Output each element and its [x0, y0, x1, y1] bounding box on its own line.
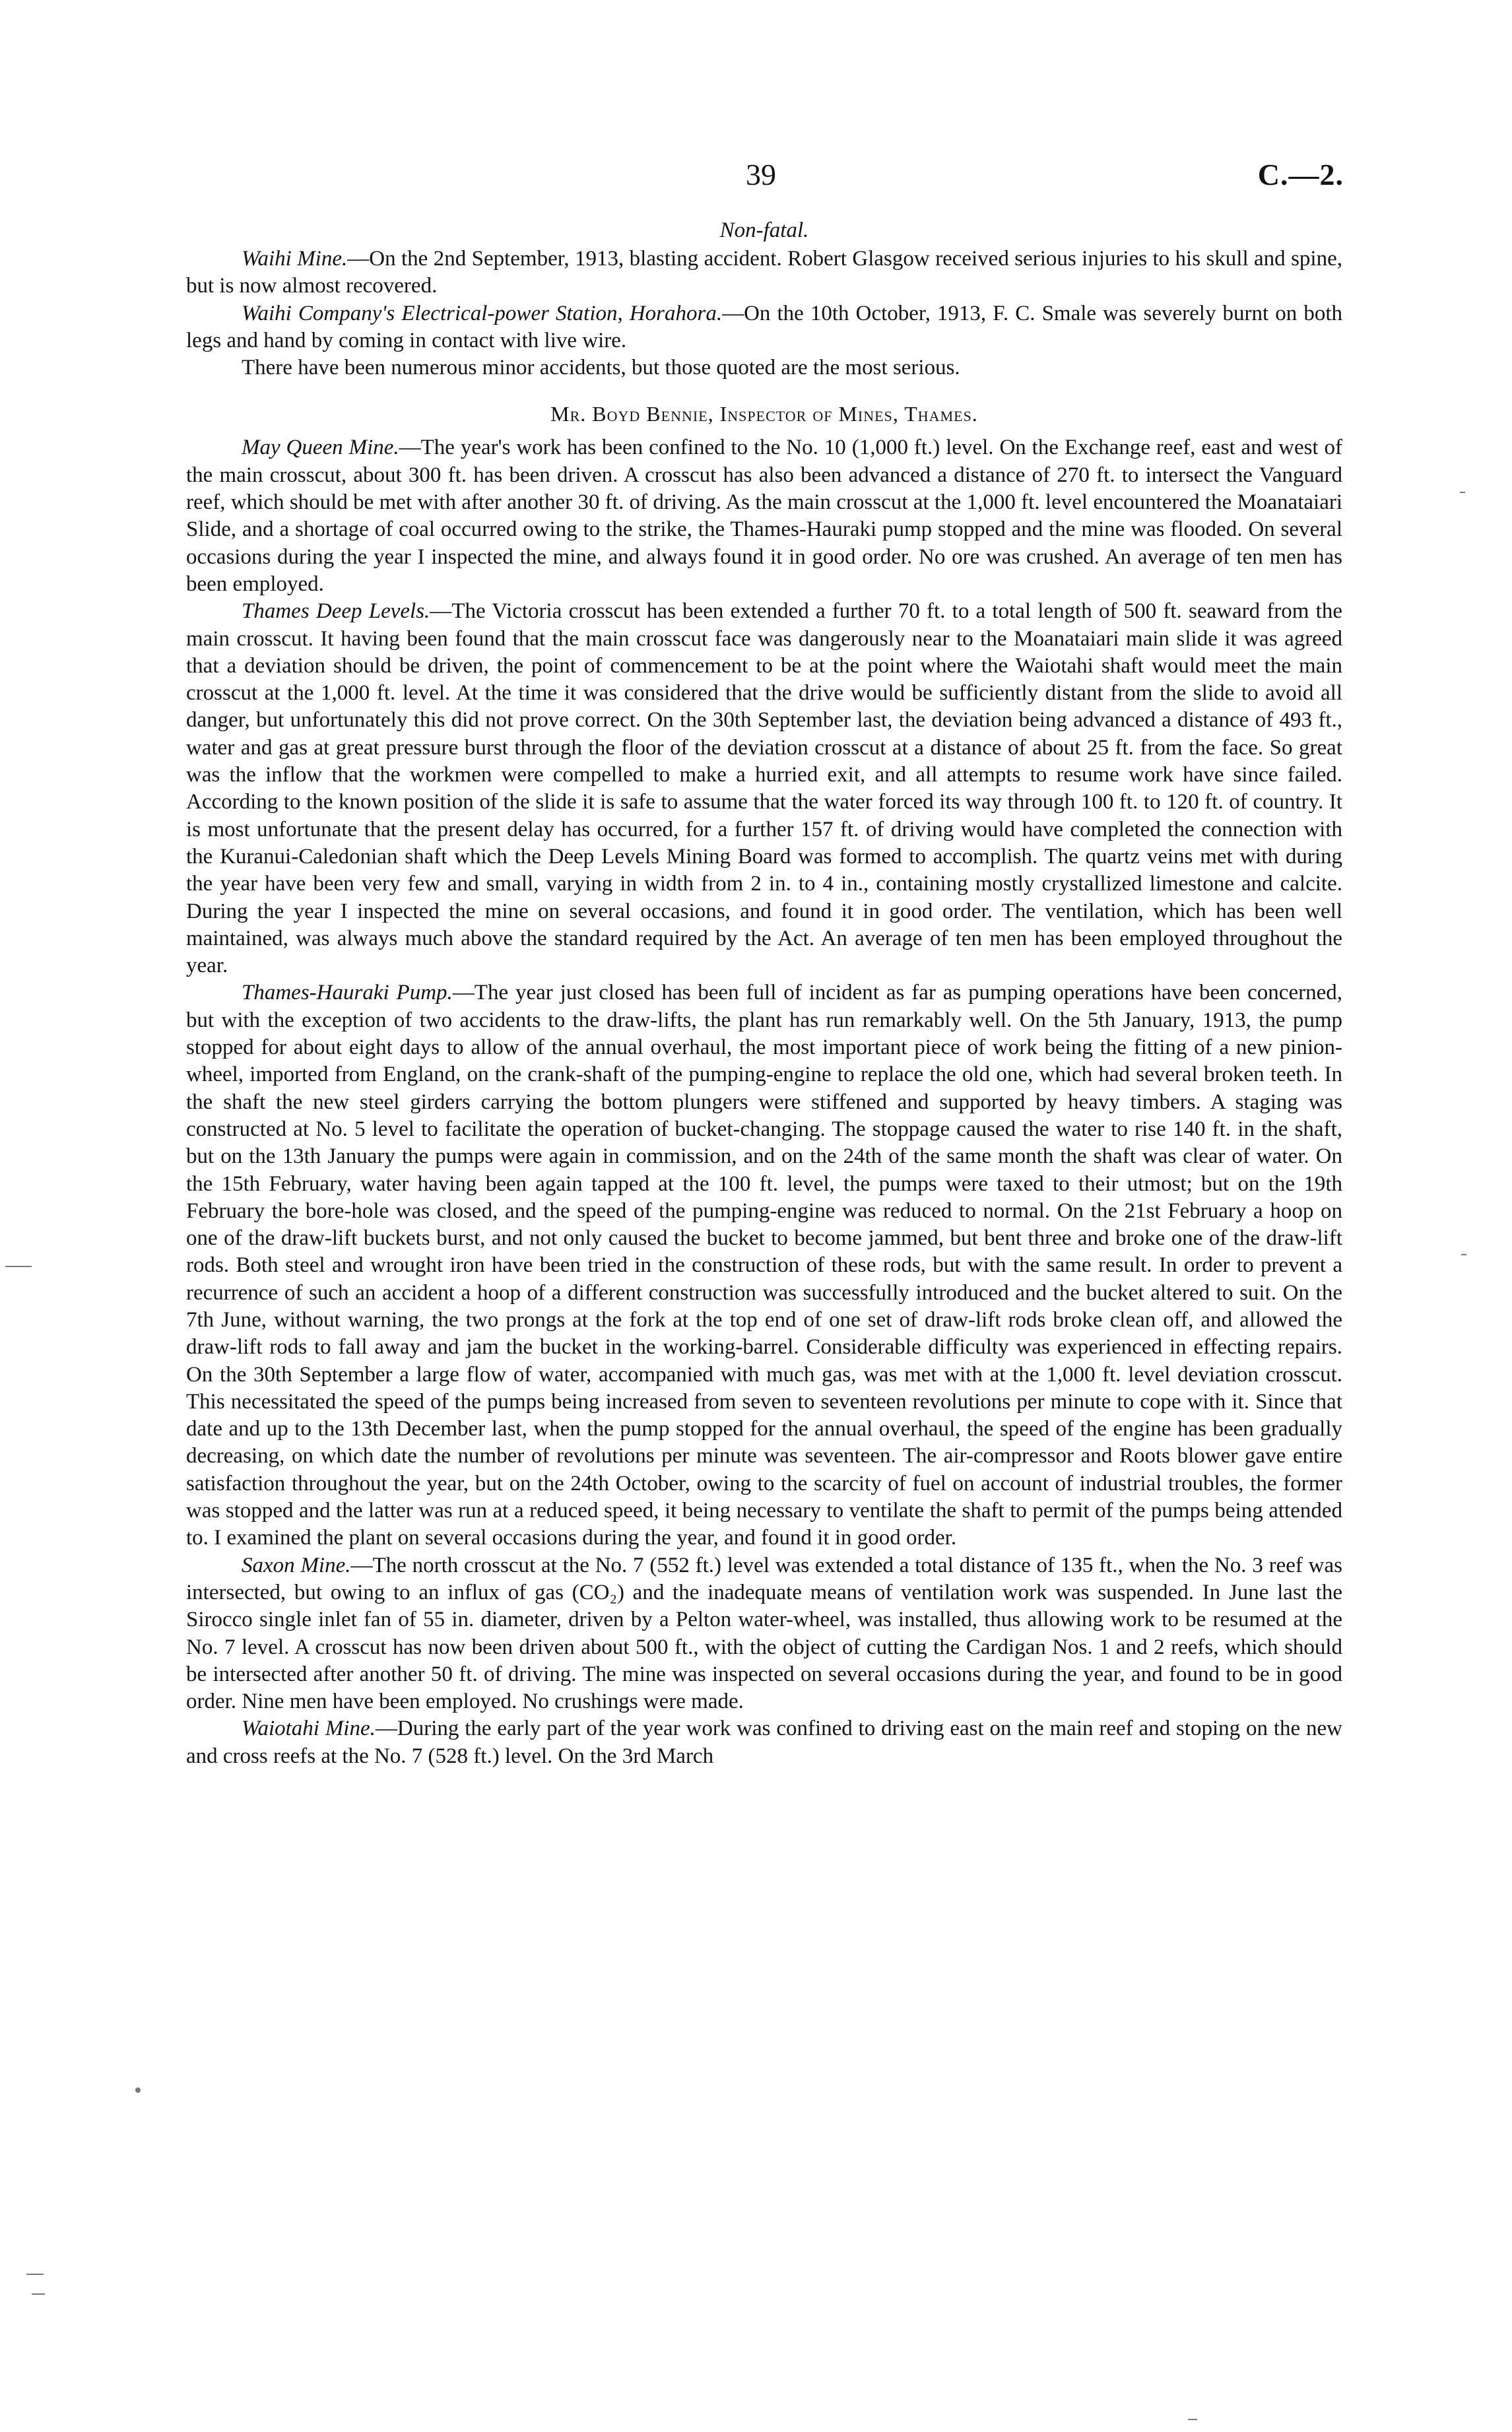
- paragraph-waiotahi-mine: [186, 1715, 1342, 1770]
- margin-scan-mark: [1188, 2419, 1197, 2420]
- paragraph-waihi-mine: [186, 246, 1342, 300]
- paragraph-text: There have been numerous minor accidents, but those quoted are the most serious.: [242, 356, 960, 380]
- paragraph-minor-accidents: [186, 354, 1342, 381]
- page-number: 39: [746, 158, 776, 191]
- paragraph-text: —The year's work has been confined to the No. 10 (1,000 ft.) level. On the Exchange reef, east and west of the main crosscut, about 300 ft. has been driven. A crosscut has also been advanced a distance of 270 ft. to intersect the Vanguard reef, which should be met with after another 30 ft. of driving. As the main crosscut at the 1,000 ft. level encountered the Moanataiari Slide, and a shortage of coal occurred owing to the strike, the Thames-Hauraki pump stopped and the mine was flooded. On several occasions during the year I inspected the mine, and always found it in good order. No ore was crushed. An average of ten men has been employed.: [186, 436, 1342, 596]
- inspector-heading: Mr. Boyd Bennie, Inspector of Mines, Thames.: [550, 402, 978, 426]
- margin-scan-mark: [5, 1266, 32, 1267]
- paragraph-text: —During the early part of the year work was confined to driving east on the main reef and stoping on the new and cross reefs at the No. 7 (528 ft.) level. On the 3rd March: [186, 1717, 1342, 1768]
- paragraph-thames-hauraki-pump: [186, 979, 1342, 1552]
- paragraph-text: —The Victoria crosscut has been extended a further 70 ft. to a total length of 500 ft. seaward from the main crosscut. It having been found that the main crosscut face was dangerously near to the Moanataiari main slide it was agreed that a deviation should be driven, the point of commencement to be at the point where the Waiotahi shaft would meet the main crosscut at the 1,000 ft. level. At the time it was considered that the drive would be sufficiently distant from the slide to avoid all danger, but unfortunately this did not prove correct. On the 30th September last, the deviation being advanced a distance of 493 ft., water and gas at great pressure burst through the floor of the deviation crosscut at a distance of about 25 ft. from the face. So great was the inflow that the workmen were compelled to make a hurried exit, and all attempts to resume work have since failed. According to the known position of the slide it is safe to assume that the water forced its way through 100 ft. to 120 ft. of country. It is most unfortunate that the present delay has occurred, for a further 157 ft. of driving would have completed the connection with the Kuranui-Caledonian shaft which the Deep Levels Mining Board was formed to accomplish. The quartz veins met with during the year have been very few and small, varying in width from 2 in. to 4 in., containing mostly crystallized limestone and calcite. During the year I inspected the mine on several occasions, and found it in good order. The ventilation, which has been well maintained, was always much above the standard required by the Act. An average of ten men has been employed throughout the year.: [186, 599, 1342, 978]
- paragraph-text: —The north crosscut at the No. 7 (552 ft.) level was extended a total distance of 135 ft., when the No. 3 reef was intersected, but owing to an influx of gas (CO₂) and the inadequate means of ventilation work was suspended. In June last the Sirocco single inlet fan of 55 in. diameter, driven by a Pelton water-wheel, was installed, thus allowing work to be resumed at the No. 7 level. A crosscut has now been driven about 500 ft., with the object of cutting the Cardigan Nos. 1 and 2 reefs, which should be intersected after another 50 ft. of driving. The mine was inspected on several occasions during the year, and found to be in good order. Nine men have been employed. No crushings were made.: [186, 1553, 1343, 1714]
- paragraph-saxon-mine: [186, 1552, 1342, 1716]
- body-text: [186, 218, 1342, 1770]
- paragraph-thames-deep-levels: [186, 598, 1342, 979]
- paragraph-lead: Thames-Hauraki Pump.: [242, 981, 453, 1005]
- margin-scan-mark: [1461, 1254, 1466, 1255]
- margin-scan-mark: [26, 2274, 44, 2275]
- paragraph-lead: May Queen Mine.: [242, 436, 399, 460]
- document-reference: C.—2.: [1257, 158, 1344, 191]
- margin-scan-mark: [32, 2293, 45, 2295]
- paragraph-lead: Saxon Mine.: [242, 1553, 351, 1577]
- paragraph-lead: Thames Deep Levels.: [242, 599, 430, 624]
- paragraph-may-queen-mine: [186, 434, 1342, 598]
- page-header: [0, 157, 1512, 197]
- margin-scan-mark: [1460, 492, 1465, 493]
- paragraph-horahora: [186, 300, 1342, 355]
- paragraph-text: —On the 10th October, 1913, F. C. Smale was severely burnt on both legs and hand by coming in contact with live wire.: [186, 301, 1342, 352]
- nonfatal-heading: Non-fatal.: [719, 218, 809, 242]
- paragraph-lead: Waihi Company's Electrical-power Station, Horahora.: [242, 301, 723, 325]
- paragraph-lead: Waihi Mine.: [242, 247, 348, 271]
- paragraph-text: —On the 2nd September, 1913, blasting accident. Robert Glasgow received serious injuries to his skull and spine, but is now almost recovered.: [186, 247, 1342, 298]
- paragraph-lead: Waiotahi Mine.: [242, 1717, 376, 1741]
- margin-scan-mark: [135, 2087, 141, 2093]
- paragraph-text: —The year just closed has been full of incident as far as pumping operations have been concerned, but with the exception of two accidents to the draw-lifts, the plant has run remarkably well. On the 5th January, 1913, the pump stopped for about eight days to allow of the annual overhaul, the most important piece of work being the fitting of a new pinion-wheel, imported from England, on the crank-shaft of the pumping-engine to replace the old one, which had several broken teeth. In the shaft the new steel girders carrying the bottom plungers were stiffened and supported by heavy timbers. A staging was constructed at No. 5 level to facilitate the operation of bucket-changing. The stoppage caused the water to rise 140 ft. in the shaft, but on the 13th January the pumps were again in commission, and on the 24th of the same month the shaft was clear of water. On the 15th February, water having been again tapped at the 100 ft. level, the pumps were taxed to their utmost; but on the 19th February the bore-hole was closed, and the speed of the pumping-engine was reduced to normal. On the 21st February a hoop on one of the draw-lift buckets burst, and not only caused the bucket to become jammed, but bent three and broke one of the draw-lift rods. Both steel and wrought iron have been tried in the construction of these rods, but with the same result. In order to prevent a recurrence of such an accident a hoop of a different construction was successfully introduced and the bucket altered to suit. On the 7th June, without warning, the two prongs at the fork at the top end of one set of draw-lift rods broke clean off, and allowed the draw-lift rods to fall away and jam the bucket in the working-barrel. Considerable difficulty was experienced in effecting repairs. On the 30th September a large flow of water, accompanied with much gas, was met with at the 1,000 ft. level deviation crosscut. This necessitated the speed of the pumps being increased from seven to seventeen revolutions per minute to cope with it. Since that date and up to the 13th December last, when the pump stopped for the annual overhaul, the speed of the engine has been gradually decreasing, on which date the number of revolutions per minute was seventeen. The air-compressor and Roots blower gave entire satisfaction throughout the year, but on the 24th October, owing to the scarcity of fuel on account of industrial troubles, the former was stopped and the latter was run at a reduced speed, it being necessary to ventilate the shaft to permit of the pumps being attended to. I examined the plant on several occasions during the year, and found it in good order.: [186, 981, 1342, 1550]
